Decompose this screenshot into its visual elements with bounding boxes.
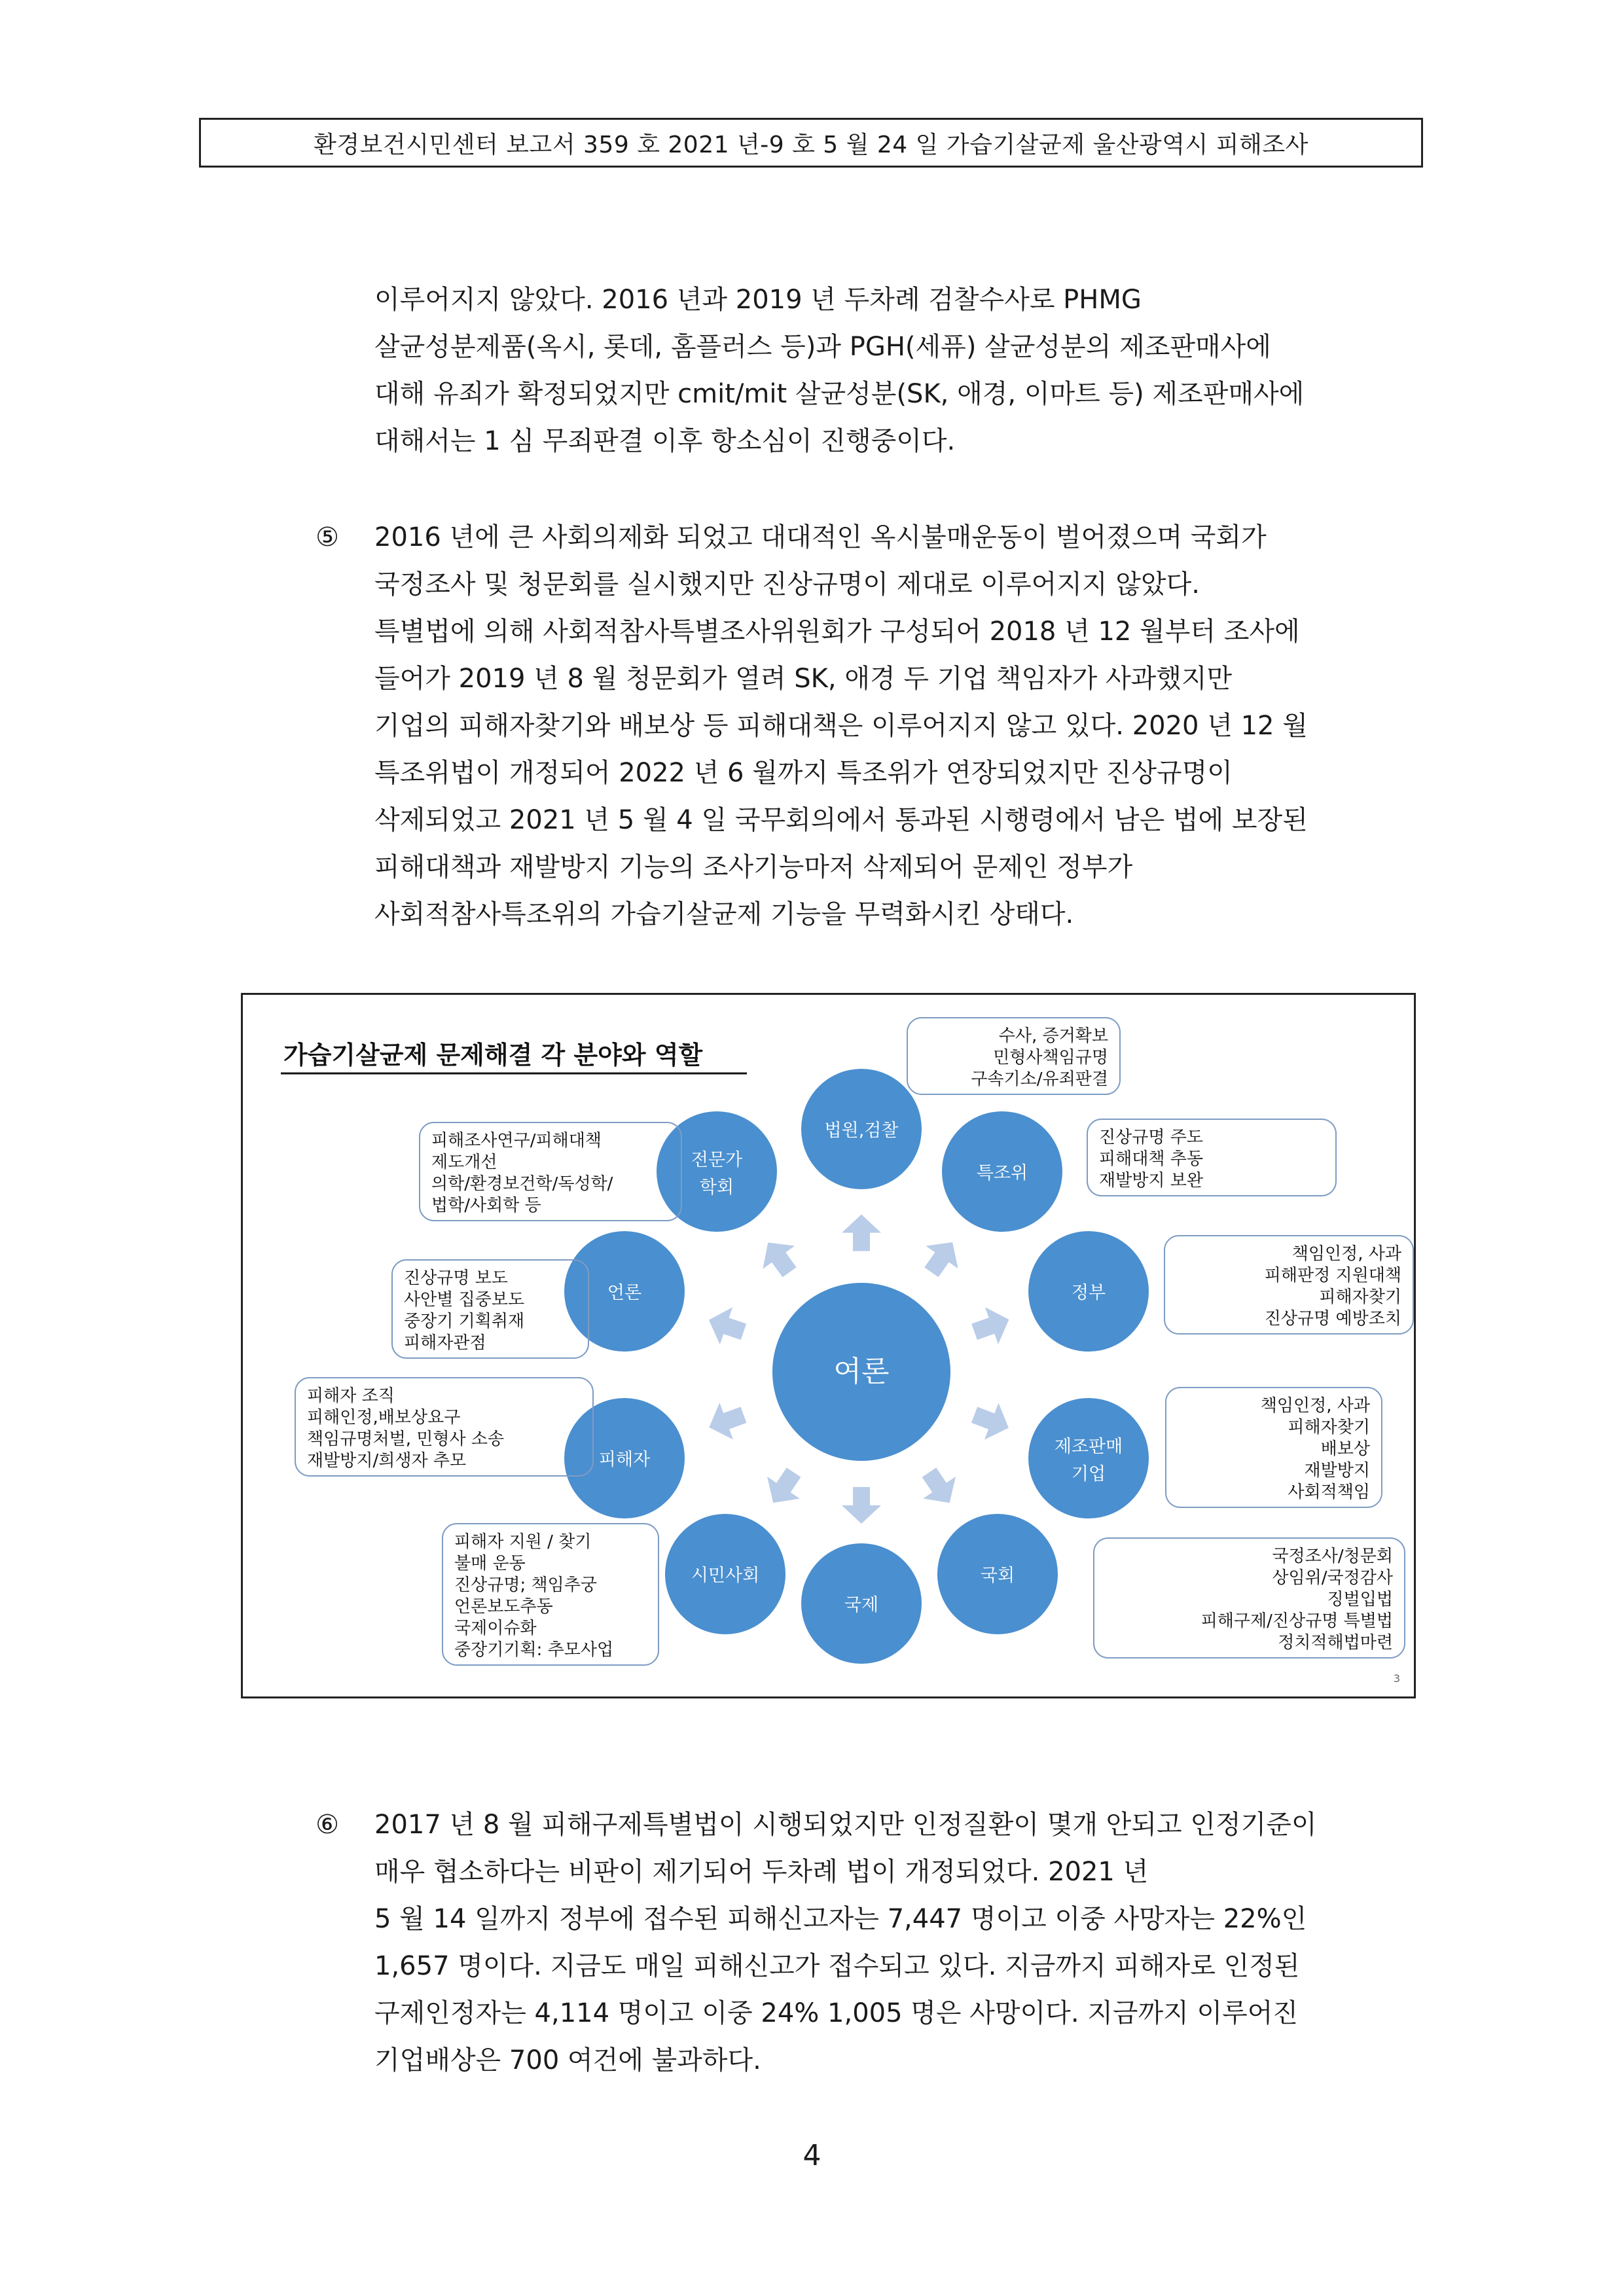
- paragraph-line: 기업의 피해자찾기와 배보상 등 피해대책은 이루어지지 않고 있다. 2020 년 12 월: [374, 711, 1308, 741]
- report-header: [199, 118, 1423, 168]
- role-note-line: 민형사책임규명: [993, 1048, 1108, 1067]
- role-note-line: 재발방지: [1304, 1461, 1370, 1480]
- arrow: [915, 1231, 968, 1283]
- paragraph-line: 대해서는 1 심 무죄판결 이후 항소심이 진행중이다.: [374, 426, 956, 456]
- arrow: [702, 1396, 750, 1446]
- role-node-label: 특조위: [976, 1163, 1028, 1183]
- page-number: 4: [803, 2139, 821, 2172]
- role-note-line: 배보상: [1320, 1439, 1370, 1459]
- center-label: 여론: [833, 1355, 890, 1388]
- role-note-line: 징벌입법: [1327, 1590, 1393, 1609]
- role-note-line: 법학/사회학 등: [431, 1196, 541, 1215]
- role-note-line: 불매 운동: [454, 1554, 526, 1573]
- roles-diagram-figure: [241, 993, 1416, 1698]
- paragraph-line: 이루어지지 않았다. 2016 년과 2019 년 두차례 검찰수사로 PHMG: [374, 285, 1142, 315]
- arrow-shape: [842, 1487, 881, 1524]
- role-note-line: 책임인정, 사과: [1291, 1244, 1401, 1264]
- role-note-line: 재발방지 보완: [1099, 1171, 1203, 1191]
- diagram-title: 가습기살균제 문제해결 각 분야와 역할: [283, 1041, 703, 1069]
- role-node-label: 언론: [607, 1283, 642, 1303]
- arrow: [702, 1301, 749, 1350]
- role-node-label: 국제: [844, 1595, 879, 1615]
- role-note-line: 수사, 증거확보: [998, 1026, 1108, 1046]
- role-note-line: 책임규명처벌, 민형사 소송: [307, 1429, 505, 1449]
- role-node-label: 법원,검찰: [824, 1121, 899, 1141]
- paragraph-line: 구제인정자는 4,114 명이고 이중 24% 1,005 명은 사망이다. 지금까지 이루어진: [374, 1998, 1299, 2028]
- slide-number: 3: [1393, 1672, 1400, 1685]
- paragraph-marker-6: ⑥: [316, 1810, 339, 1840]
- role-note-line: 제도개선: [431, 1153, 497, 1172]
- role-note-line: 피해자 지원 / 찾기: [454, 1532, 592, 1552]
- role-note-line: 진상규명 주도: [1099, 1128, 1203, 1147]
- role-node-label: 정부: [1071, 1283, 1106, 1303]
- role-note-line: 피해자찾기: [1288, 1418, 1370, 1437]
- arrow-shape: [752, 1231, 805, 1284]
- role-note-line: 중장기기획: 추모사업: [454, 1640, 614, 1660]
- role-node-label: 전문가: [691, 1150, 743, 1170]
- role-node-label: 기업: [1071, 1464, 1106, 1484]
- arrow: [968, 1301, 1016, 1350]
- role-node-circle: [657, 1111, 777, 1232]
- role-note-line: 피해대책 추동: [1099, 1149, 1203, 1169]
- paragraph-line: 국정조사 및 청문회를 실시했지만 진상규명이 제대로 이루어지지 않았다.: [374, 569, 1200, 600]
- role-note-line: 구속기소/유죄판결: [971, 1069, 1108, 1089]
- role-note-line: 피해자찾기: [1319, 1287, 1401, 1307]
- role-note-line: 사안별 집중보도: [404, 1290, 525, 1310]
- paragraph-line: 살균성분제품(옥시, 롯데, 홈플러스 등)과 PGH(세퓨) 살균성분의 제조판매사에: [374, 332, 1271, 362]
- arrow: [757, 1462, 810, 1514]
- role-note-line: 피해인정,배보상요구: [307, 1408, 461, 1427]
- arrow: [967, 1397, 1016, 1446]
- arrow-shape: [968, 1301, 1016, 1350]
- paragraph-line: 삭제되었고 2021 년 5 월 4 일 국무회의에서 통과된 시행령에서 남은 법에 보장된: [374, 805, 1308, 835]
- role-note-line: 진상규명; 책임추궁: [454, 1575, 597, 1595]
- role-note-line: 피해자 조직: [307, 1386, 395, 1406]
- role-note-line: 언론보도추동: [454, 1597, 553, 1617]
- paragraph-line: 2016 년에 큰 사회의제화 되었고 대대적인 옥시불매운동이 벌어졌으며 국회가: [374, 522, 1267, 552]
- role-note-line: 상임위/국정감사: [1272, 1568, 1393, 1588]
- arrow-shape: [913, 1462, 966, 1514]
- role-note-line: 피해조사연구/피해대책: [431, 1131, 602, 1151]
- role-note-line: 책임인정, 사과: [1260, 1396, 1370, 1416]
- role-note-line: 의학/환경보건학/독성학/: [431, 1174, 613, 1194]
- paragraph-line: 피해대책과 재발방지 기능의 조사기능마저 삭제되어 문제인 정부가: [374, 852, 1133, 882]
- roles-diagram: [243, 995, 1414, 1696]
- paragraph-line: 1,657 명이다. 지금도 매일 피해신고가 접수되고 있다. 지금까지 피해자로 인정된: [374, 1951, 1300, 1981]
- role-node-label: 국회: [980, 1566, 1015, 1586]
- paragraph-line: 대해 유죄가 확정되었지만 cmit/mit 살균성분(SK, 애경, 이마트 등) 제조판매사에: [374, 379, 1305, 409]
- paragraph-marker-5: ⑤: [316, 522, 339, 552]
- role-node-label: 피해자: [598, 1450, 651, 1470]
- paragraph-line: 2017 년 8 월 피해구제특별법이 시행되었지만 인정질환이 몇개 안되고 인정기준이: [374, 1810, 1317, 1840]
- arrow: [913, 1462, 966, 1514]
- role-note-line: 피해자관점: [404, 1333, 486, 1353]
- arrow: [842, 1487, 881, 1524]
- intro-paragraph: [374, 276, 1448, 465]
- role-note-line: 재발방지/희생자 추모: [307, 1451, 467, 1471]
- arrow-shape: [915, 1231, 968, 1283]
- paragraph-line: 사회적참사특조위의 가습기살균제 기능을 무력화시킨 상태다.: [374, 899, 1074, 929]
- arrow-shape: [967, 1397, 1016, 1446]
- report-header-text: 환경보건시민센터 보고서 359 호 2021 년-9 호 5 월 24 일 가습기살균제 울산광역시 피해조사: [314, 131, 1308, 158]
- paragraph-line: 특별법에 의해 사회적참사특별조사위원회가 구성되어 2018 년 12 월부터 조사에: [374, 617, 1300, 647]
- role-note-line: 사회적책임: [1288, 1482, 1370, 1502]
- arrow: [842, 1215, 881, 1251]
- role-note-line: 피해판정 지원대책: [1264, 1266, 1401, 1285]
- paragraph-line: 들어가 2019 년 8 월 청문회가 열려 SK, 애경 두 기업 책임자가 사과했지만: [374, 664, 1233, 694]
- role-node-label: 제조판매: [1054, 1437, 1123, 1457]
- role-note-line: 진상규명 보도: [404, 1268, 508, 1288]
- role-note-line: 정치적해법마련: [1278, 1633, 1393, 1653]
- arrow-shape: [757, 1462, 810, 1514]
- arrow: [752, 1231, 805, 1284]
- paragraph-line: 매우 협소하다는 비판이 제기되어 두차례 법이 개정되었다. 2021 년: [374, 1857, 1149, 1887]
- role-node-circle: [1028, 1398, 1149, 1518]
- paragraph-line: 5 월 14 일까지 정부에 접수된 피해신고자는 7,447 명이고 이중 사망자는 22%인: [374, 1904, 1307, 1934]
- role-note-line: 중장기 기획취재: [404, 1312, 525, 1331]
- role-note-line: 진상규명 예방조치: [1264, 1309, 1401, 1329]
- paragraph-6: [374, 1801, 1448, 2084]
- paragraph-line: 기업배상은 700 여건에 불과하다.: [374, 2045, 761, 2075]
- role-note-line: 국정조사/청문회: [1272, 1547, 1393, 1566]
- arrow-shape: [702, 1301, 749, 1350]
- paragraph-line: 특조위법이 개정되어 2022 년 6 월까지 특조위가 연장되었지만 진상규명이: [374, 758, 1233, 788]
- arrow-shape: [702, 1396, 750, 1446]
- paragraph-5: [374, 514, 1448, 938]
- role-node-label: 시민사회: [691, 1566, 760, 1586]
- arrow-shape: [842, 1215, 881, 1251]
- role-note-line: 국제이슈화: [454, 1619, 537, 1638]
- role-note-line: 피해구제/진상규명 특별법: [1200, 1611, 1393, 1631]
- role-node-label: 학회: [699, 1177, 734, 1198]
